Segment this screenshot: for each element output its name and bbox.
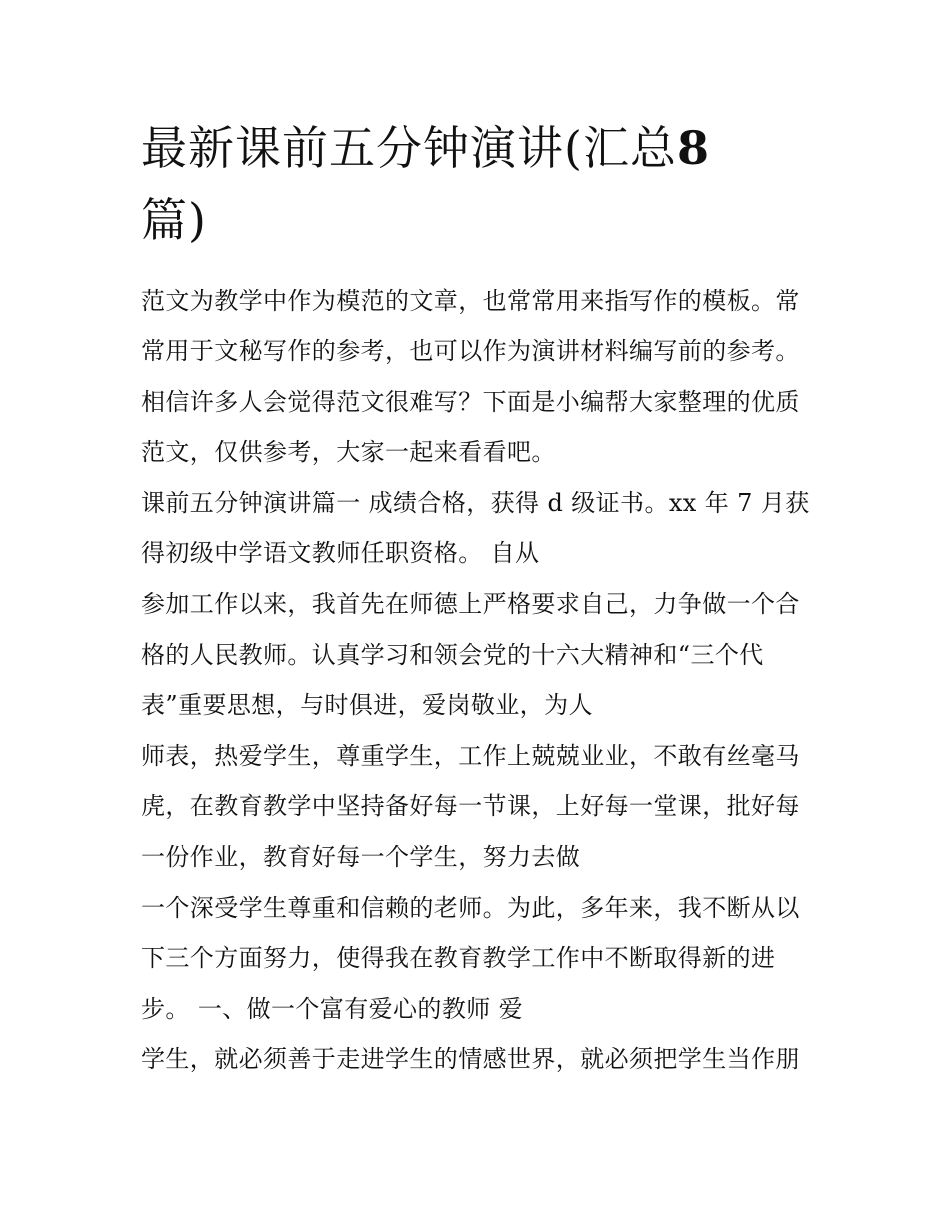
body-line: 格的人民教师。认真学习和领会党的十六大精神和“三个代 <box>141 641 764 669</box>
body-line: 学生，就必须善于走进学生的情感世界，就必须把学生当作朋 <box>141 1045 800 1073</box>
body-line: 相信许多人会觉得范文很难写？下面是小编帮大家整理的优质 <box>141 388 800 416</box>
title-number: 8 <box>676 121 710 175</box>
body-line: 范文，仅供参考，大家一起来看看吧。 <box>141 438 556 466</box>
body-line: 步。 一、做一个富有爱心的教师 爱 <box>141 995 524 1023</box>
body-line: 范文为教学中作为模范的文章，也常常用来指写作的模板。常 <box>141 287 800 315</box>
body-line: 下三个方面努力，使得我在教育教学工作中不断取得新的进 <box>141 944 776 972</box>
document-title <box>141 112 821 256</box>
body-line: 一份作业，教育好每一个学生，努力去做 <box>141 843 581 871</box>
body-line: 课前五分钟演讲篇一 成绩合格，获得 d 级证书。xx 年 7 月获 <box>141 489 810 517</box>
title-text-end: 篇) <box>141 193 207 247</box>
body-line: 一个深受学生尊重和信赖的老师。为此，多年来，我不断从以 <box>141 894 800 922</box>
body-line: 常用于文秘写作的参考，也可以作为演讲材料编写前的参考。 <box>141 337 800 365</box>
body-line: 表”重要思想，与时俱进，爱岗敬业，为人 <box>141 691 593 719</box>
body-line: 虎，在教育教学中坚持备好每一节课，上好每一堂课，批好每 <box>141 792 800 820</box>
body-line: 参加工作以来，我首先在师德上严格要求自己，力争做一个合 <box>141 590 800 618</box>
body-line: 师表，热爱学生，尊重学生，工作上兢兢业业，不敢有丝毫马 <box>141 742 800 770</box>
body-line: 得初级中学语文教师任职资格。 自从 <box>141 539 540 567</box>
title-text: 最新课前五分钟演讲(汇总 <box>141 121 677 175</box>
